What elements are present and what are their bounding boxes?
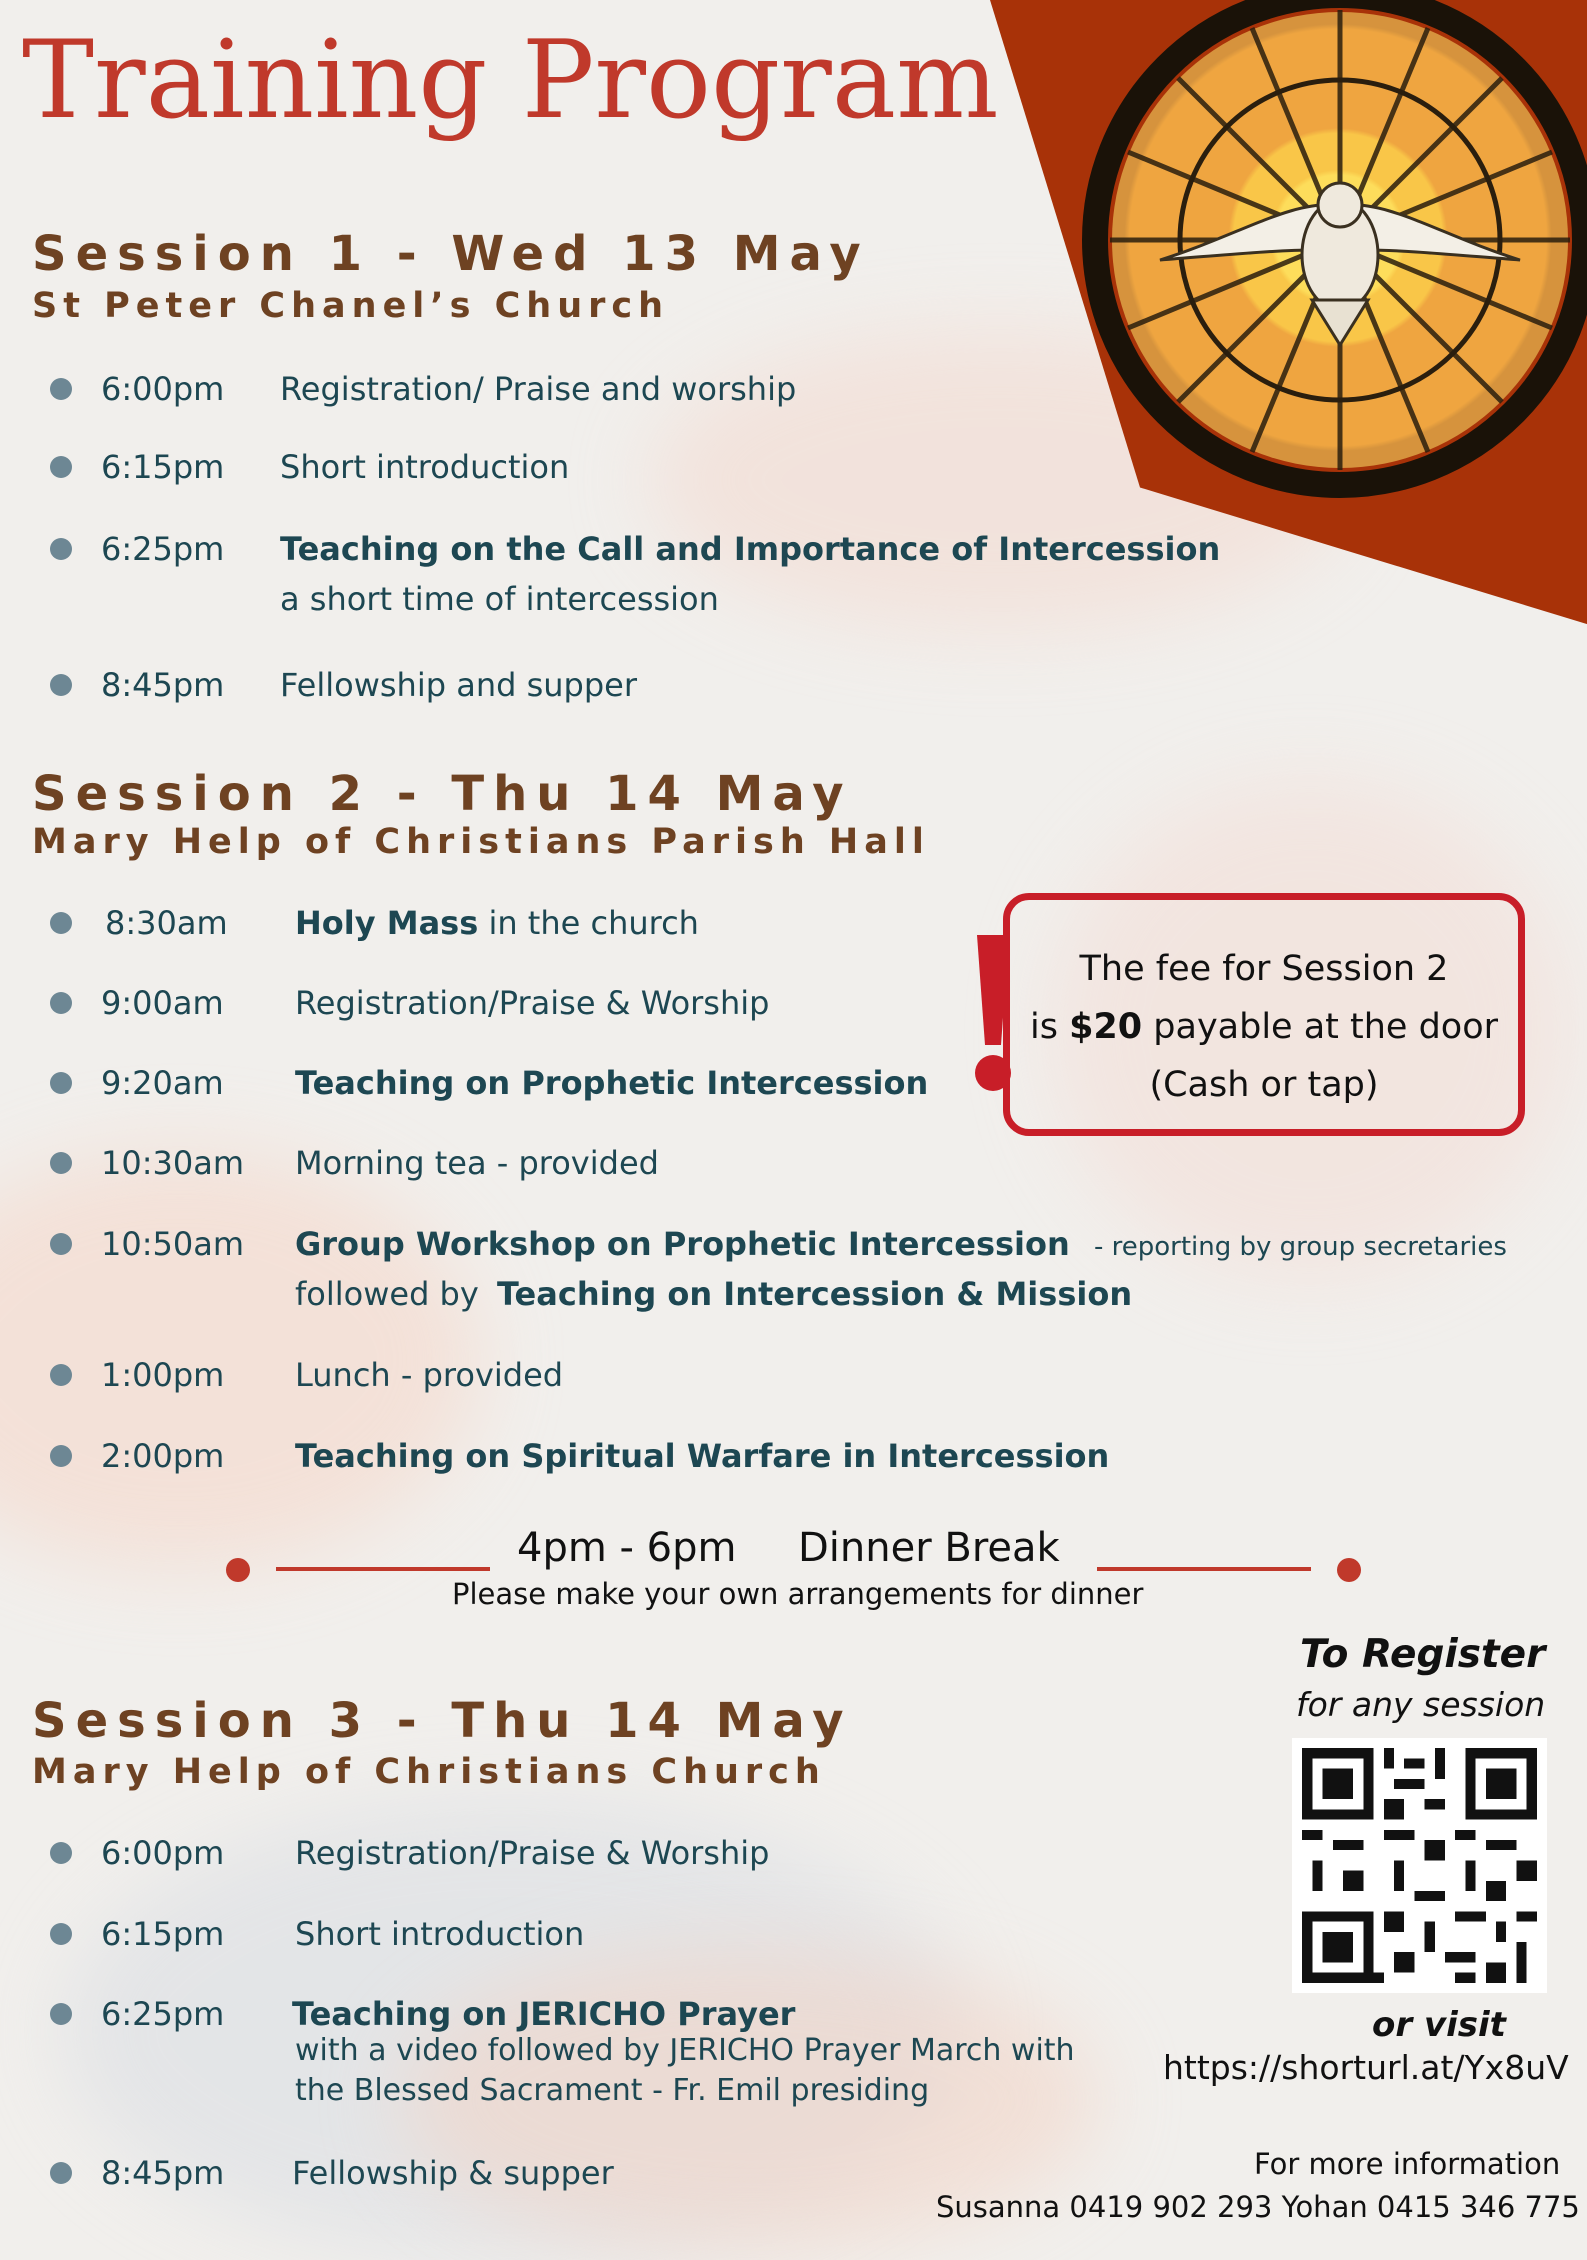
dinner-label: Dinner Break [798, 1525, 1060, 1571]
item-time: 1:00pm [101, 1356, 225, 1394]
bullet-icon [50, 456, 72, 478]
contact-numbers: Susanna 0419 902 293 Yohan 0415 346 775 [936, 2190, 1580, 2224]
item-description: Lunch - provided [295, 1356, 564, 1394]
item-subtext: with a video followed by JERICHO Prayer March with [295, 2033, 1075, 2068]
fee-line-2-post: payable at the door [1153, 1007, 1499, 1047]
session-2-heading: Session 2 - Thu 14 May [32, 766, 853, 822]
item-time: 9:20am [101, 1064, 224, 1102]
divider-dot [1337, 1558, 1361, 1582]
register-link[interactable]: https://shorturl.at/Yx8uV [1163, 2048, 1569, 2087]
bullet-icon [50, 992, 72, 1014]
bullet-icon [50, 674, 72, 696]
session-2-venue: Mary Help of Christians Parish Hall [32, 822, 930, 862]
bullet-icon [50, 1445, 72, 1467]
bullet-icon [50, 2162, 72, 2184]
item-description: Morning tea - provided [295, 1144, 659, 1182]
item-description: Registration/ Praise and worship [280, 370, 797, 408]
item-description: Short introduction [280, 448, 570, 486]
session-1-heading: Session 1 - Wed 13 May [32, 226, 870, 282]
item-time: 10:30am [101, 1144, 244, 1182]
bullet-icon [50, 1152, 72, 1174]
bullet-icon [50, 538, 72, 560]
item-subtext: a short time of intercession [280, 580, 719, 618]
bullet-icon [50, 1233, 72, 1255]
divider-line [1097, 1567, 1311, 1571]
bullet-icon [50, 2003, 72, 2025]
bullet-icon [50, 1923, 72, 1945]
page-title: Training Program [22, 18, 999, 143]
item-time: 6:15pm [101, 1915, 225, 1953]
session-1-venue: St Peter Chanel’s Church [32, 286, 670, 326]
item-time: 8:45pm [101, 2154, 225, 2192]
item-description: Teaching on Prophetic Intercession [295, 1064, 929, 1102]
fee-line-3: (Cash or tap) [1149, 1065, 1379, 1105]
item-time: 10:50am [101, 1225, 244, 1263]
bullet-icon [50, 1842, 72, 1864]
qr-code-icon[interactable] [1292, 1738, 1547, 1993]
item-time: 8:30am [105, 904, 228, 942]
item-description-bold: Holy Mass [295, 904, 479, 942]
bullet-icon [50, 912, 72, 934]
item-time: 2:00pm [101, 1437, 225, 1475]
item-note: - reporting by group secretaries [1093, 1232, 1507, 1262]
dinner-note: Please make your own arrangements for dinner [452, 1577, 1144, 1611]
item-subtext-bold: Teaching on Intercession & Mission [496, 1275, 1133, 1313]
session-3-venue: Mary Help of Christians Church [32, 1752, 826, 1792]
contact-heading: For more information [1254, 2147, 1561, 2181]
fee-line-2-pre: is [1029, 1007, 1058, 1047]
bullet-icon [50, 1072, 72, 1094]
item-description: in the church [488, 904, 699, 942]
item-description: Registration/Praise & Worship [295, 984, 770, 1022]
item-description: Group Workshop on Prophetic Intercession [295, 1225, 1070, 1263]
item-time: 6:00pm [101, 1834, 225, 1872]
fee-amount: $20 [1069, 1007, 1143, 1047]
session-3-heading: Session 3 - Thu 14 May [32, 1693, 853, 1749]
item-time: 6:25pm [101, 1995, 225, 2033]
dinner-time: 4pm - 6pm [517, 1525, 737, 1571]
item-time: 9:00am [101, 984, 224, 1022]
item-description: Short introduction [295, 1915, 585, 1953]
divider-dot [226, 1558, 250, 1582]
or-visit-label: or visit [1372, 2005, 1506, 2045]
fee-notice-box [1003, 893, 1525, 1136]
item-description: Fellowship and supper [280, 666, 637, 704]
item-time: 6:25pm [101, 530, 225, 568]
item-description: Registration/Praise & Worship [295, 1834, 770, 1872]
bullet-icon [50, 378, 72, 400]
item-subtext: followed by [295, 1275, 479, 1313]
register-title: To Register [1300, 1632, 1546, 1677]
register-subtitle: for any session [1296, 1685, 1546, 1724]
item-subtext: the Blessed Sacrament - Fr. Emil presiding [295, 2073, 930, 2108]
item-time: 6:00pm [101, 370, 225, 408]
bullet-icon [50, 1364, 72, 1386]
item-description: Fellowship & supper [292, 2154, 614, 2192]
item-description: Teaching on the Call and Importance of Intercession [280, 530, 1221, 568]
item-time: 6:15pm [101, 448, 225, 486]
item-description: Teaching on Spiritual Warfare in Intercession [295, 1437, 1110, 1475]
item-time: 8:45pm [101, 666, 225, 704]
item-description: Teaching on JERICHO Prayer [292, 1995, 796, 2033]
divider-line [276, 1567, 490, 1571]
fee-line-1: The fee for Session 2 [1079, 949, 1449, 989]
